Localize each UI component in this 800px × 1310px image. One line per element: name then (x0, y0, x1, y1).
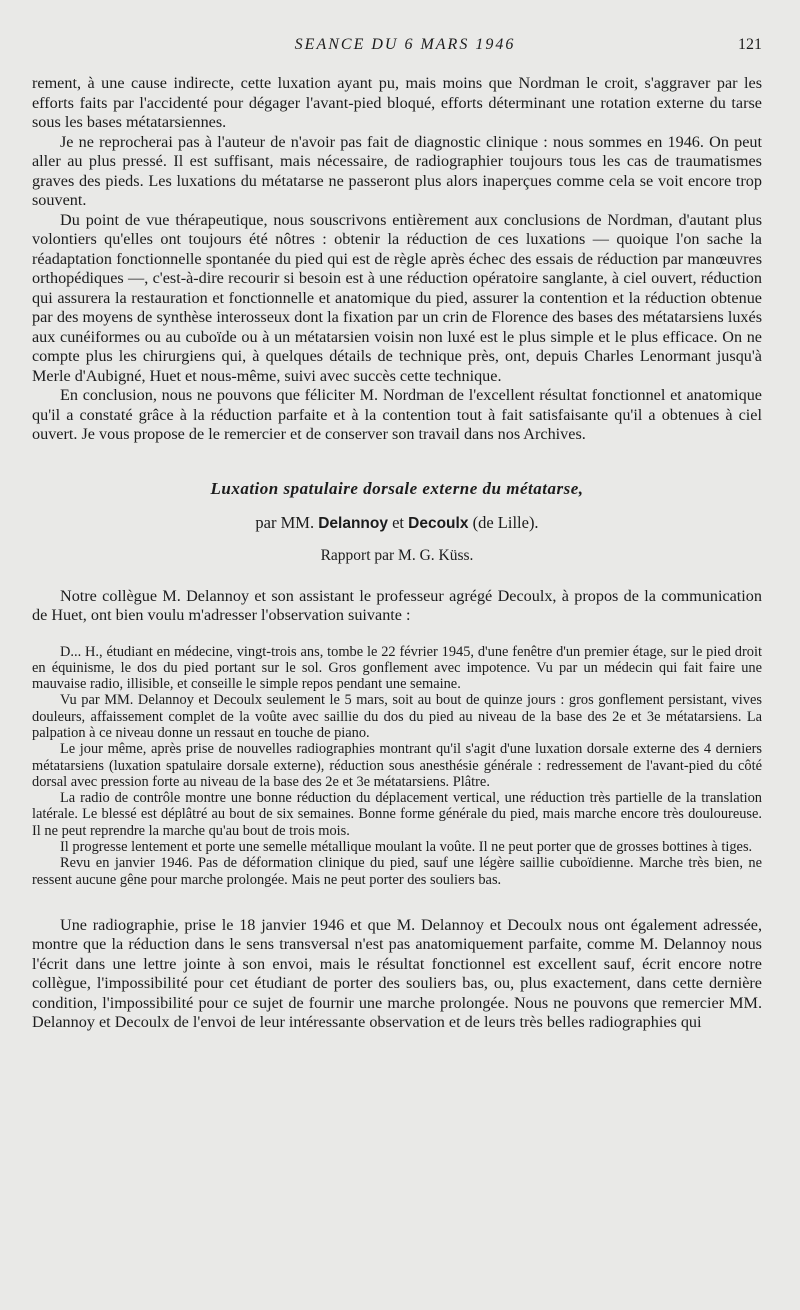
paragraph: Une radiographie, prise le 18 janvier 1946 et que M. Delannoy et Decoulx nous ont également adressée, montre que la réduction dans le sens transversal n'est pas anatomiquement parfaite, comme M. Delannoy nous l'écrit dans une lettre jointe à son envoi, mais le résultat fonctionnel est excellent sauf, écrit encore notre collègue, l'impossibilité pour cet étudiant de porter des souliers bas, ou, plus exactement, dans cette dernière condition, l'impossibilité pour ce sujet de fournir une marche prolongée. Nous ne pouvons que remercier MM. Delannoy et Decoulx de l'envoi de leur intéressante observation et de leurs très belles radiographies qui (32, 915, 762, 1032)
author-name: Decoulx (408, 514, 469, 532)
observation-paragraph: D... H., étudiant en médecine, vingt-trois ans, tombe le 22 février 1945, d'une fenêtre d'un premier étage, sur le pied droit en équinisme, le dos du pied portant sur le sol. Gros gonflement avec impotence. Vu par un médecin qui fait faire une mauvaise radio, illisible, et conseille le simple repos pendant une semaine. (32, 643, 762, 693)
observation-paragraph: Revu en janvier 1946. Pas de déformation clinique du pied, sauf une légère saillie cuboïdienne. Marche très bien, ne ressent aucune gêne pour marche prolongée. Mais ne peut porter des souliers bas. (32, 855, 762, 888)
paragraph: rement, à une cause indirecte, cette luxation ayant pu, mais moins que Nordman le croit, s'aggraver par les efforts faits par l'accidenté pour dégager l'avant-pied bloqué, efforts déterminant une rotation externe du tarse sous les bases métatarsiennes. (32, 74, 762, 131)
main-text (32, 74, 762, 445)
observation-paragraph: La radio de contrôle montre une bonne réduction du déplacement vertical, une réduction très partielle de la translation latérale. Le blessé est déplâtré au bout de six semaines. Bonne forme générale du pied, mais marche encore très douloureuse. Il ne peut reprendre la marche qu'au bout de trois mois. (32, 790, 762, 839)
observation-paragraph: Le jour même, après prise de nouvelles radiographies montrant qu'il s'agit d'une luxation dorsale externe des 4 derniers métatarsiens (luxation spatulaire dorsale externe), réduction sous anesthésie générale : redressement de l'avant-pied du côté dorsal avec pression forte au niveau de la base des 2e et 3e métatarsiens. Plâtre. (32, 741, 762, 790)
paragraph: Notre collègue M. Delannoy et son assistant le professeur agrégé Decoulx, à propos de la communication de Huet, ont bien voulu m'adresser l'observation suivante : (32, 586, 762, 624)
intro-text (32, 587, 762, 626)
rapport-line: Rapport par M. G. Küss. (320, 546, 474, 564)
section-title: Luxation spatulaire dorsale externe du métatarse, (210, 478, 584, 498)
section-authors (32, 513, 762, 533)
page-header (32, 0, 762, 74)
author-name: Delannoy (318, 514, 388, 532)
paragraph: Je ne reprocherai pas à l'auteur de n'avoir pas fait de diagnostic clinique : nous sommes en 1946. On peut aller au plus pressé. Il est suffisant, mais nécessaire, de radiographier toujours tous les cas de traumatismes graves des pieds. Les luxations du métatarse ne passeront plus alors inaperçues comme cela se voit encore trop souvent. (32, 132, 762, 209)
page-number: 121 (738, 36, 762, 53)
observation-text (32, 644, 762, 888)
running-title: SEANCE DU 6 MARS 1946 (294, 36, 516, 53)
authors-prefix: par MM. (255, 512, 315, 532)
paragraph: En conclusion, nous ne pouvons que féliciter M. Nordman de l'excellent résultat fonctionnel et anatomique qu'il a constaté grâce à la réduction parfaite et à la contention tout à fait satisfaisante qu'il a obtenues à ciel ouvert. Je vous propose de le remercier et de conserver son travail dans nos Archives. (32, 386, 762, 443)
closing-text (32, 916, 762, 1033)
paragraph: Du point de vue thérapeutique, nous souscrivons entièrement aux conclusions de Nordman, d'autant plus volontiers qu'elles ont toujours été nôtres : obtenir la réduction de ces luxations — quoique l'on sache la réadaptation fonctionnelle spontanée du pied qui est de règle après échec des essais de réduction par manœuvres orthopédiques —, c'est-à-dire recourir si besoin est à une réduction opératoire sanglante, à ciel ouvert, réduction qui assurera la restauration et fonctionnelle et anatomique du pied, assurer la contention et la réduction obtenue par des moyens de synthèse interosseux dont la fixation par un crin de Florence des bases des métatarsiens luxés aux cunéiformes ou au cuboïde ou à un métatarsien voisin non luxé est le plus simple et le plus efficace. On ne compte plus les chirurgiens qui, à quelques détails de technique près, ont, depuis Charles Lenormant jusqu'à Merle d'Aubigné, Huet et nous-même, suivi avec succès cette technique. (32, 210, 762, 385)
observation-paragraph: Vu par MM. Delannoy et Decoulx seulement le 5 mars, soit au bout de quinze jours : gros gonflement persistant, vives douleurs, affaissement complet de la voûte avec saillie du dos du pied au niveau de la base des 2e et 3e métatarsiens. La palpation à ce niveau donne un ressaut en touche de piano. (32, 692, 762, 741)
observation-paragraph: Il progresse lentement et porte une semelle métallique moulant la voûte. Il ne peut porter que de grosses bottines à tiges. (60, 839, 753, 856)
authors-and: et (392, 512, 405, 532)
authors-suffix: (de Lille). (472, 512, 539, 532)
